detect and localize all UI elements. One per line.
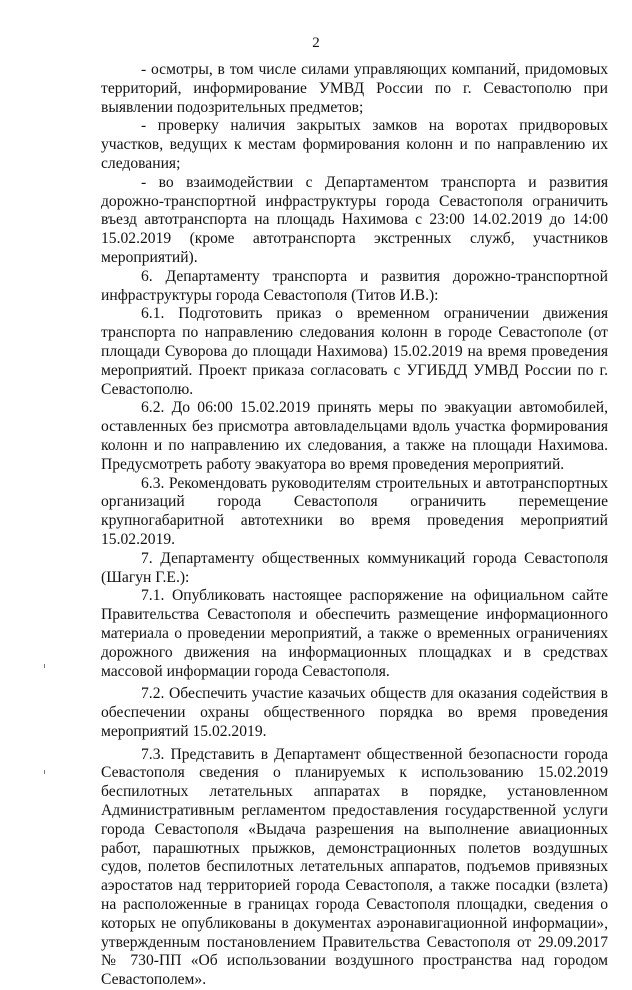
paragraph-item-6-3: 6.3. Рекомендовать руководителям строительных и автотранспортных организаций города Севастополя ограничить перемещение крупногабаритной автотехники во время проведения мероприятий 15.02.2019. <box>101 474 608 548</box>
paragraph-item-6-2: 6.2. До 06:00 15.02.2019 принять меры по эвакуации автомобилей, оставленных без присмотра автовладельцами вдоль участка формирования колонн и по направлению их следования, а также на площади Нахимова. Предусмотреть работу эвакуатора во время проведения мероприятий. <box>101 399 608 473</box>
paragraph-entry-restriction: - во взаимодействии с Департаментом транспорта и развития дорожно-транспортной инфраструктуры города Севастополя ограничить въезд автотранспорта на площадь Нахимова с 23:00 14.02.2019 до 14:00 15.02.2019 (кроме автотранспорта экстренных служб, участников мероприятий). <box>101 173 608 266</box>
paragraph-item-7: 7. Департаменту общественных коммуникаций города Севастополя (Шагун Г.Е.): <box>101 549 608 586</box>
paragraph-item-6: 6. Департаменту транспорта и развития дорожно-транспортной инфраструктуры города Севастополя (Титов И.В.): <box>101 267 608 304</box>
paragraph-lock-check: - проверку наличия закрытых замков на воротах придворовых участков, ведущих к местам формирования колонн и по направлению их следования; <box>101 117 608 172</box>
paragraph-item-6-1: 6.1. Подготовить приказ о временном ограничении движения транспорта по направлению следования колонн в городе Севастополе (от площади Суворова до площади Нахимова) 15.02.2019 на время проведения мероприятий. Проект приказа согласовать с УГИБДД УМВД России по г. Севастополю. <box>101 305 608 398</box>
paragraph-item-7-1: 7.1. Опубликовать настоящее распоряжение на официальном сайте Правительства Севастополя и обеспечить размещение информационного материала о проведении мероприятий, а также о временных ограничениях дорожного движения на информационных площадках и в средствах массовой информации города Севастополя. <box>101 587 608 680</box>
page-number: 2 <box>312 35 320 51</box>
paragraph-item-7-3: 7.3. Представить в Департамент общественной безопасности города Севастополя сведения о планируемых к использованию 15.02.2019 беспилотных летательных аппаратах в порядке, установленном Административным регламентом предоставления государственной услуги города Севастополя «Выдача разрешения на выполнение авиационных работ, парашютных прыжков, демонстрационных полетов воздушных судов, полетов беспилотных летательных аппаратов, подъемов привязных аэростатов над территорией города Севастополя, а также посадки (взлета) на расположенные в границах города Севастополя площадки, сведения о которых не опубликованы в документах аэронавигационной информации», утвержденным постановлением Правительства Севастополя от 29.09.2017 № 730-ПП «Об использовании воздушного пространства над городом Севастополем». <box>101 745 608 989</box>
margin-mark <box>44 664 45 668</box>
paragraph-inspections: - осмотры, в том числе силами управляющих компаний, придомовых территорий, информирование УМВД России по г. Севастополю при выявлении подозрительных предметов; <box>101 61 608 116</box>
margin-mark <box>44 770 45 774</box>
document-body <box>101 61 608 990</box>
paragraph-item-7-2: 7.2. Обеспечить участие казачьих обществ для оказания содействия в обеспечении охраны общественного порядка во время проведения мероприятий 15.02.2019. <box>101 685 608 740</box>
